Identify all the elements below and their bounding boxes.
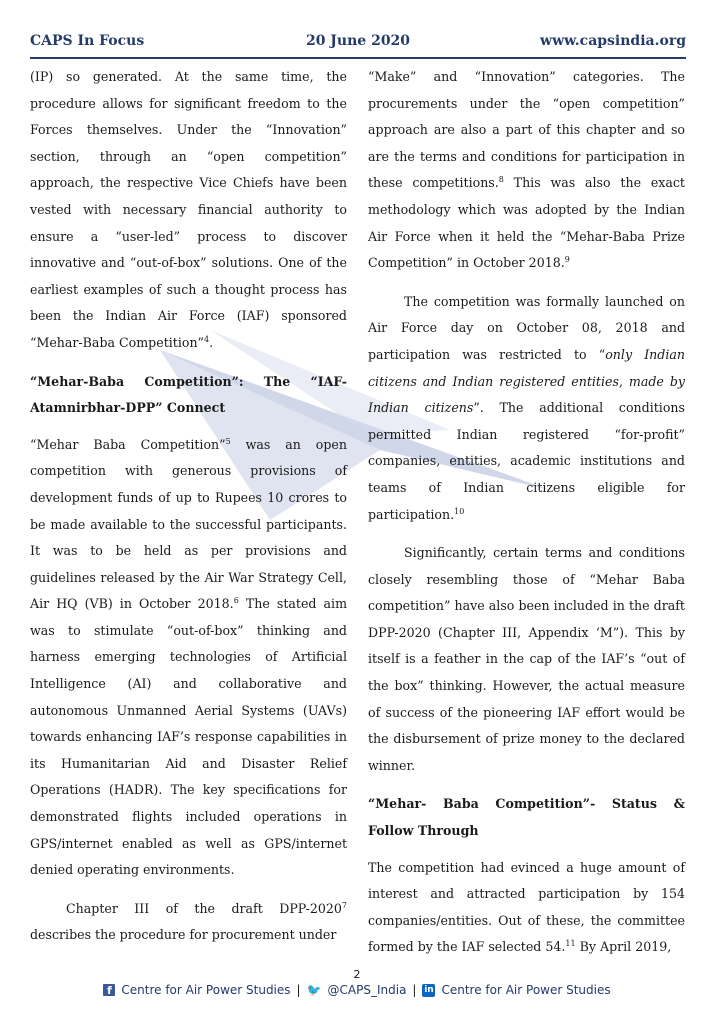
header-rule [30,57,686,59]
page-header [30,30,686,52]
header-publication: CAPS In Focus [30,33,145,49]
linkedin-link[interactable]: Centre for Air Power Studies [441,983,611,997]
section-heading: “Mehar- Baba Competition”- Status & Follow Through [368,796,685,839]
paragraph: The competition was formally launched on Air Force day on October 08, 2018 and participation was restricted to “only Indian citizens and Indian registered entities, made by Indian citizens”. The additional conditions permitted Indian registered “for-profit” companies, entities, academic institutions and teams of Indian citizens eligible for participation.$^{10}$ [368,293,685,522]
paragraph: “Mehar Baba Competition”$^5$ was an open competition with generous provisions of development funds of up to Rupees 10 crores to be made available to the successful participants. It was to be held as per provisions and guidelines released by the Air War Strategy Cell, Air HQ (VB) in October 2018.$^6$ The stated aim was to stimulate “out-of-box” thinking and harness emerging technologies of Artificial Intelligence (AI) and collaborative and autonomous Unmanned Aerial Systems (UAVs) towards enhancing IAF’s response capabilities in its Humanitarian Aid and Disaster Relief Operations (HADR). The key specifications for demonstrated flights included operations in GPS/internet enabled as well as GPS/internet denied operating environments. [30,436,348,878]
footnote-ref[interactable]: 4 [204,334,210,344]
header-website[interactable]: www.capsindia.org [540,33,686,49]
right-column [368,64,685,973]
facebook-icon[interactable]: f [103,984,115,996]
quoted-condition: only Indian citizens and Indian registered entities, made by Indian citizens [368,346,685,416]
twitter-link[interactable]: @CAPS_India [327,983,407,997]
footnote-ref[interactable]: 7 [341,900,347,910]
facebook-link[interactable]: Centre for Air Power Studies [121,983,291,997]
page-number: 2 [353,968,361,981]
footnote-ref[interactable]: 11 [565,939,576,949]
footer-separator: | [412,983,417,997]
linkedin-icon[interactable]: in [424,984,434,995]
left-column [30,64,347,961]
footnote-ref[interactable]: 10 [454,506,465,516]
paragraph: Chapter III of the draft DPP-2020$^7$ describes the procedure for procurement under [30,900,347,943]
page-footer [0,983,714,997]
section-heading: “Mehar-Baba Competition”: The “IAF-Atamnirbhar-DPP” Connect [30,373,347,416]
twitter-icon[interactable]: 🐦 [306,983,322,997]
footnote-ref[interactable]: 6 [233,596,239,606]
paragraph: Significantly, certain terms and conditions closely resembling those of “Mehar Baba competition” have also been included in the draft DPP-2020 (Chapter III, Appendix ‘M”). This by itself is a feather in the cap of the IAF’s “out of the box” thinking. However, the actual measure of success of the pioneering IAF effort would be the disbursement of prize money to the declared winner. [368,545,685,773]
paragraph: (IP) so generated. At the same time, the procedure allows for significant freedom to the Forces themselves. Under the “Innovation” section, through an “open competition” approach, the respective Vice Chiefs have been vested with necessary financial authority to ensure a “user-led” process to discover innovative and “out-of-box” solutions. One of the earliest examples of such a thought process has been the Indian Air Force (IAF) sponsored “Mehar-Baba Competition”$^4$. [30,69,347,350]
paragraph: “Make” and “Innovation” categories. The procurements under the “open competition” approach are also a part of this chapter and so are the terms and conditions for participation in these competitions.$^8$ This was also the exact methodology which was adopted by the Indian Air Force when it held the “Mehar-Baba Prize Competition” in October 2018.$^9$ [368,69,685,271]
footer-separator: | [296,983,301,997]
footnote-ref[interactable]: 5 [225,436,231,446]
footnote-ref[interactable]: 8 [498,175,504,185]
footnote-ref[interactable]: 9 [564,254,570,264]
paragraph: The competition had evinced a huge amount of interest and attracted participation by 154 companies/entities. Out of these, the committee formed by the IAF selected 54.11 By April 2019, [368,859,685,955]
header-date: 20 June 2020 [305,33,411,49]
